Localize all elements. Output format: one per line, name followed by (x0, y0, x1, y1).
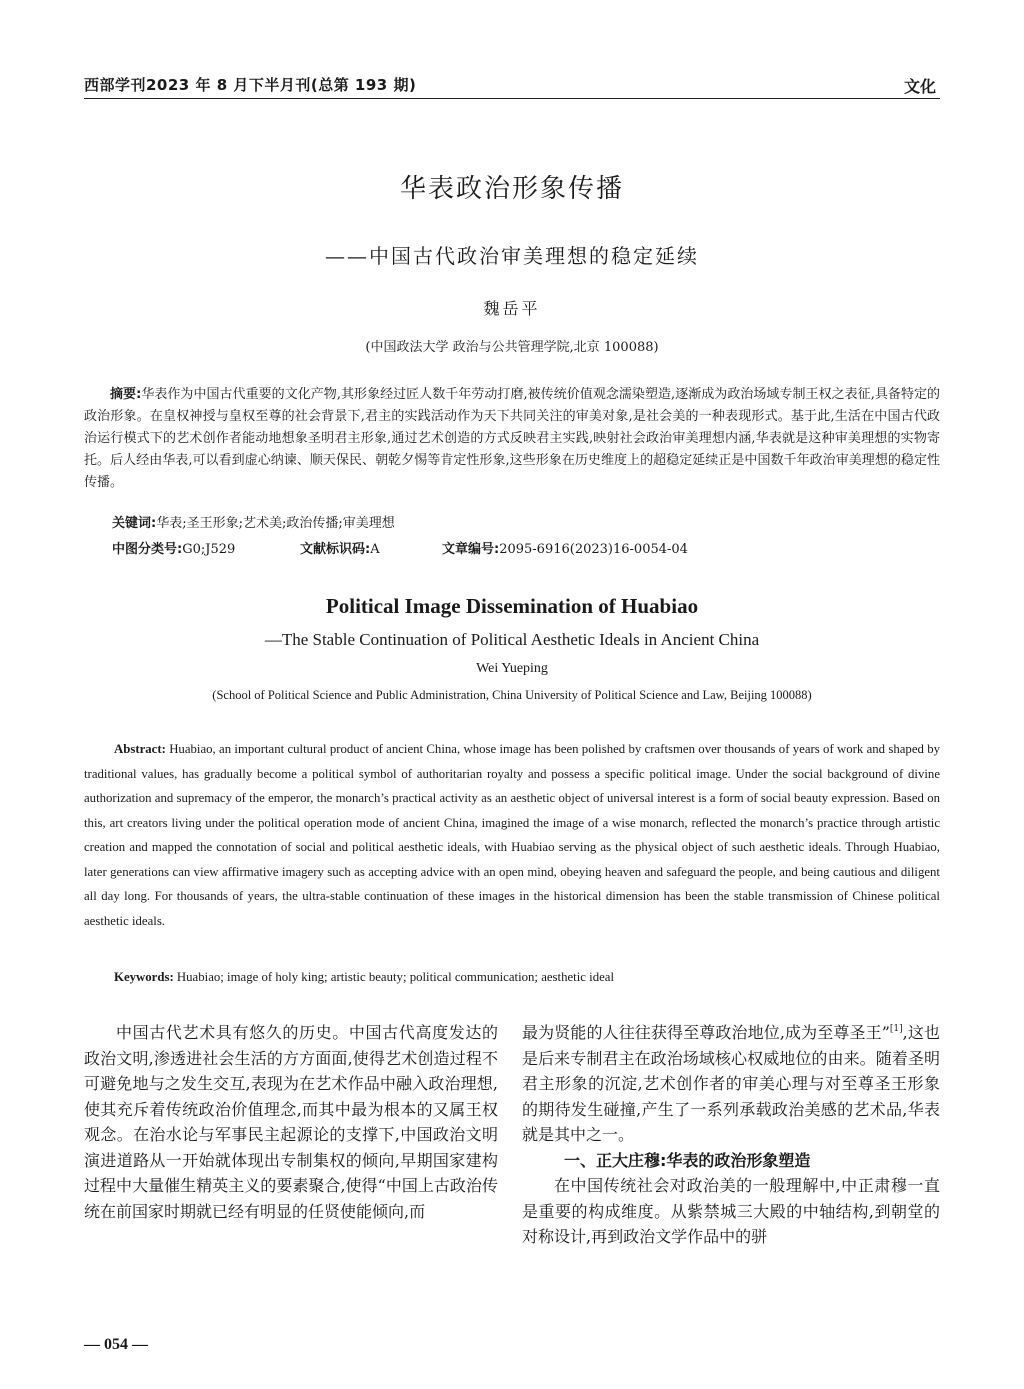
body-paragraph: 在中国传统社会对政治美的一般理解中,中正肃穆一直是重要的构成维度。从紫禁城三大殿的中轴结构,到朝堂的对称设计,再到政治文学作品中的骈 (522, 1176, 940, 1246)
document-code-value: A (370, 542, 380, 557)
english-keywords-text: Huabiao; image of holy king; artistic beauty; political communication; aesthetic ideal (176, 970, 615, 984)
page-number: — 054 — (84, 1336, 148, 1353)
chinese-author: 魏岳平 (483, 299, 541, 318)
chinese-subtitle: ——中国古代政治审美理想的稳定延续 (325, 244, 699, 268)
clc-value: G0;J529 (182, 542, 236, 557)
chinese-abstract (84, 384, 940, 494)
citation-ref: [1] (889, 1024, 903, 1034)
english-affiliation: (School of Political Science and Public Administration, China University of Political Science and Law, Beijing 100088) (212, 688, 812, 702)
english-title: Political Image Dissemination of Huabiao (325, 594, 699, 618)
chinese-abstract-text: 华表作为中国古代重要的文化产物,其形象经过匠人数千年劳动打磨,被传统价值观念濡染塑造,逐渐成为政治场域专制王权之表征,具备特定的政治形象。在皇权神授与皇权至尊的社会背景下,君主的实践活动作为天下共同关注的审美对象,是社会美的一种表现形式。基于此,生活在中国古代政治运行模式下的艺术创作者能动地想象圣明君主形象,通过艺术创造的方式反映君主实践,映射社会政治审美理想内涵,华表就是这种审美理想的实物寄托。后人经由华表,可以看到虚心纳谏、顺天保民、朝乾夕惕等肯定性形象,这些形象在历史维度上的超稳定延续正是中国数千年政治审美理想的稳定性传播。 (84, 387, 941, 490)
chinese-keywords-text: 华表;圣王形象;艺术美;政治传播;审美理想 (156, 516, 395, 531)
chinese-keywords-label: 关键词: (112, 516, 157, 531)
english-abstract-text: Huabiao, an important cultural product of ancient China, whose image has been polished by craftsmen over thousands of years of work and shaped by traditional values, has gradually become a political symbol of authoritarian royalty and possess a specific political image. Under the social background of divine authorization and supremacy of the emperor, the monarch’s practical activity as an aesthetic object of universal interest is a form of social beauty expression. Based on this, art creators living under the political operation mode of ancient China, imagined the image of a wise monarch, reflected the monarch’s practice through artistic creation and mapped the connotation of social and political aesthetic ideals, with Huabiao serving as the physical object of such aesthetic ideals. Through Huabiao, later generations can view affirmative imagery such as accepting advice with an open mind, obeying heaven and safeguard the people, and being cautious and diligent all day long. For thousands of years, the ultra-stable continuation of these images in the historical dimension has been the stable transmission of Chinese political aesthetic ideals. (84, 742, 940, 928)
chinese-affiliation: (中国政法大学 政治与公共管理学院,北京 100088) (365, 340, 659, 355)
running-header (84, 72, 940, 100)
body-text: ,这也是后来专制君主在政治场域核心权威地位的由来。随着圣明君主形象的沉淀,艺术创作者的审美心理与对至尊圣王形象的期待发生碰撞,产生了一系列承载政治美感的艺术品,华表就是其中之一。 (522, 1023, 940, 1144)
body-text: 最为贤能的人往往获得至尊政治地位,成为至尊圣王” (522, 1023, 890, 1042)
section-heading: 一、正大庄穆:华表的政治形象塑造 (564, 1150, 811, 1170)
chinese-abstract-label: 摘要: (110, 387, 142, 402)
body-column-left (84, 1020, 498, 1224)
section-label: 文化 (903, 77, 936, 96)
body-column-right (522, 1020, 940, 1250)
english-subtitle: —The Stable Continuation of Political Aesthetic Ideals in Ancient China (264, 630, 760, 649)
article-number-label: 文章编号: (442, 542, 500, 557)
document-code-label: 文献标识码: (300, 542, 371, 557)
document-code (300, 538, 380, 557)
article-number-value: 2095-6916(2023)16-0054-04 (499, 542, 688, 557)
english-author: Wei Yueping (476, 661, 548, 676)
journal-issue: 西部学刊2023 年 8 月下半月刊(总第 193 期) (84, 76, 417, 94)
body-paragraph: 中国古代艺术具有悠久的历史。中国古代高度发达的政治文明,渗透进社会生活的方方面面,使得艺术创造过程不可避免地与之发生交互,表现为在艺术作品中融入政治理想,使其充斥着传统政治价值理念,而其中最为根本的又属王权观念。在治水论与军事民主起源论的支撑下,中国政治文明演进道路从一开始就体现出专制集权的倾向,早期国家建构过程中大量催生精英主义的要素聚合,使得“中国上古政治传统在前国家时期就已经有明显的任贤使能倾向,而 (84, 1023, 498, 1221)
header-rule (84, 98, 940, 99)
chinese-keywords (112, 512, 395, 531)
english-abstract-label: Abstract: (114, 742, 166, 756)
body-paragraph-continued (522, 1020, 940, 1148)
chinese-title: 华表政治形象传播 (399, 174, 624, 204)
english-keywords (114, 970, 614, 985)
clc-label: 中图分类号: (112, 542, 183, 557)
clc-number (112, 538, 235, 557)
english-abstract (84, 737, 940, 933)
article-number (442, 538, 688, 557)
english-keywords-label: Keywords: (114, 970, 174, 984)
